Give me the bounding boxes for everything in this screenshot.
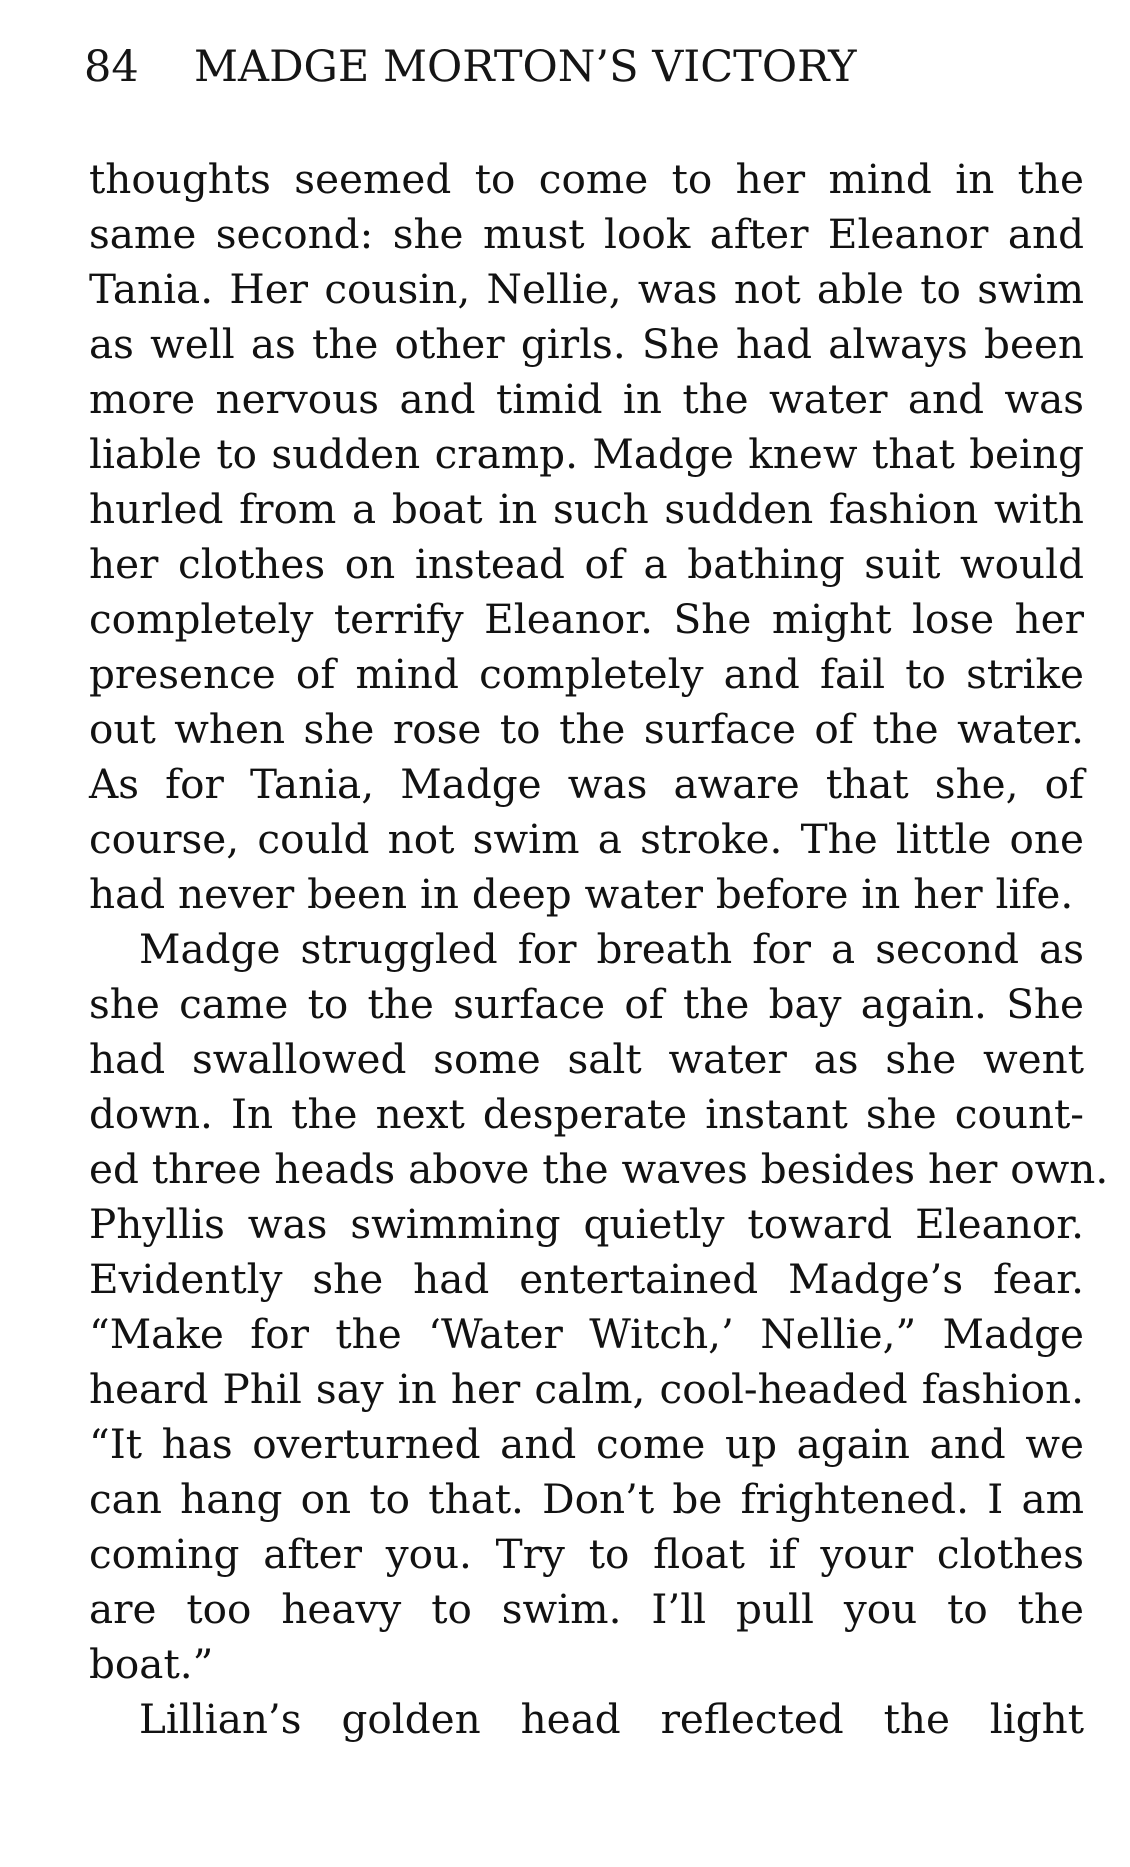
text-line: had swallowed some salt water as she went <box>89 1035 1084 1083</box>
text-line: presence of mind completely and fail to strike <box>89 650 1084 698</box>
running-title: MADGE MORTON’S VICTORY <box>194 42 857 92</box>
text-line: Tania. Her cousin, Nellie, was not able to swim <box>89 265 1084 313</box>
text-line: “It has overturned and come up again and we <box>89 1420 1084 1468</box>
text-line: heard Phil say in her calm, cool-headed fashion. <box>89 1365 1084 1413</box>
text-line: boat.” <box>89 1640 214 1688</box>
page-number: 84 <box>84 42 139 92</box>
text-line: Madge struggled for breath for a second as <box>139 925 1084 973</box>
text-line: As for Tania, Madge was aware that she, of <box>89 760 1084 808</box>
text-line: had never been in deep water before in her life. <box>89 870 1074 918</box>
text-line: course, could not swim a stroke. The little one <box>89 815 1084 863</box>
body-text <box>89 152 1109 1747</box>
text-line: she came to the surface of the bay again. She <box>89 980 1084 1028</box>
text-line: “Make for the ‘Water Witch,’ Nellie,” Madge <box>89 1310 1084 1358</box>
text-line: can hang on to that. Don’t be frightened. I am <box>89 1475 1084 1523</box>
text-line: Lillian’s golden head reflected the light <box>139 1695 1084 1743</box>
text-line: down. In the next desperate instant she count- <box>89 1090 1084 1138</box>
text-line: are too heavy to swim. I’ll pull you to the <box>89 1585 1084 1633</box>
text-line: Evidently she had entertained Madge’s fear. <box>89 1255 1084 1303</box>
text-line: liable to sudden cramp. Madge knew that being <box>89 430 1084 478</box>
text-line: thoughts seemed to come to her mind in the <box>89 155 1084 203</box>
text-line: completely terrify Eleanor. She might lose her <box>89 595 1084 643</box>
text-line: Phyllis was swimming quietly toward Eleanor. <box>89 1200 1084 1248</box>
running-header <box>84 42 857 92</box>
text-line: same second: she must look after Eleanor and <box>89 210 1084 258</box>
text-line: more nervous and timid in the water and was <box>89 375 1084 423</box>
text-line: as well as the other girls. She had always been <box>89 320 1084 368</box>
text-line: hurled from a boat in such sudden fashion with <box>89 485 1084 533</box>
text-line: ed three heads above the waves besides her own. <box>89 1145 1109 1193</box>
text-line: coming after you. Try to float if your clothes <box>89 1530 1084 1578</box>
text-line: out when she rose to the surface of the water. <box>89 705 1084 753</box>
text-line: her clothes on instead of a bathing suit would <box>89 540 1084 588</box>
